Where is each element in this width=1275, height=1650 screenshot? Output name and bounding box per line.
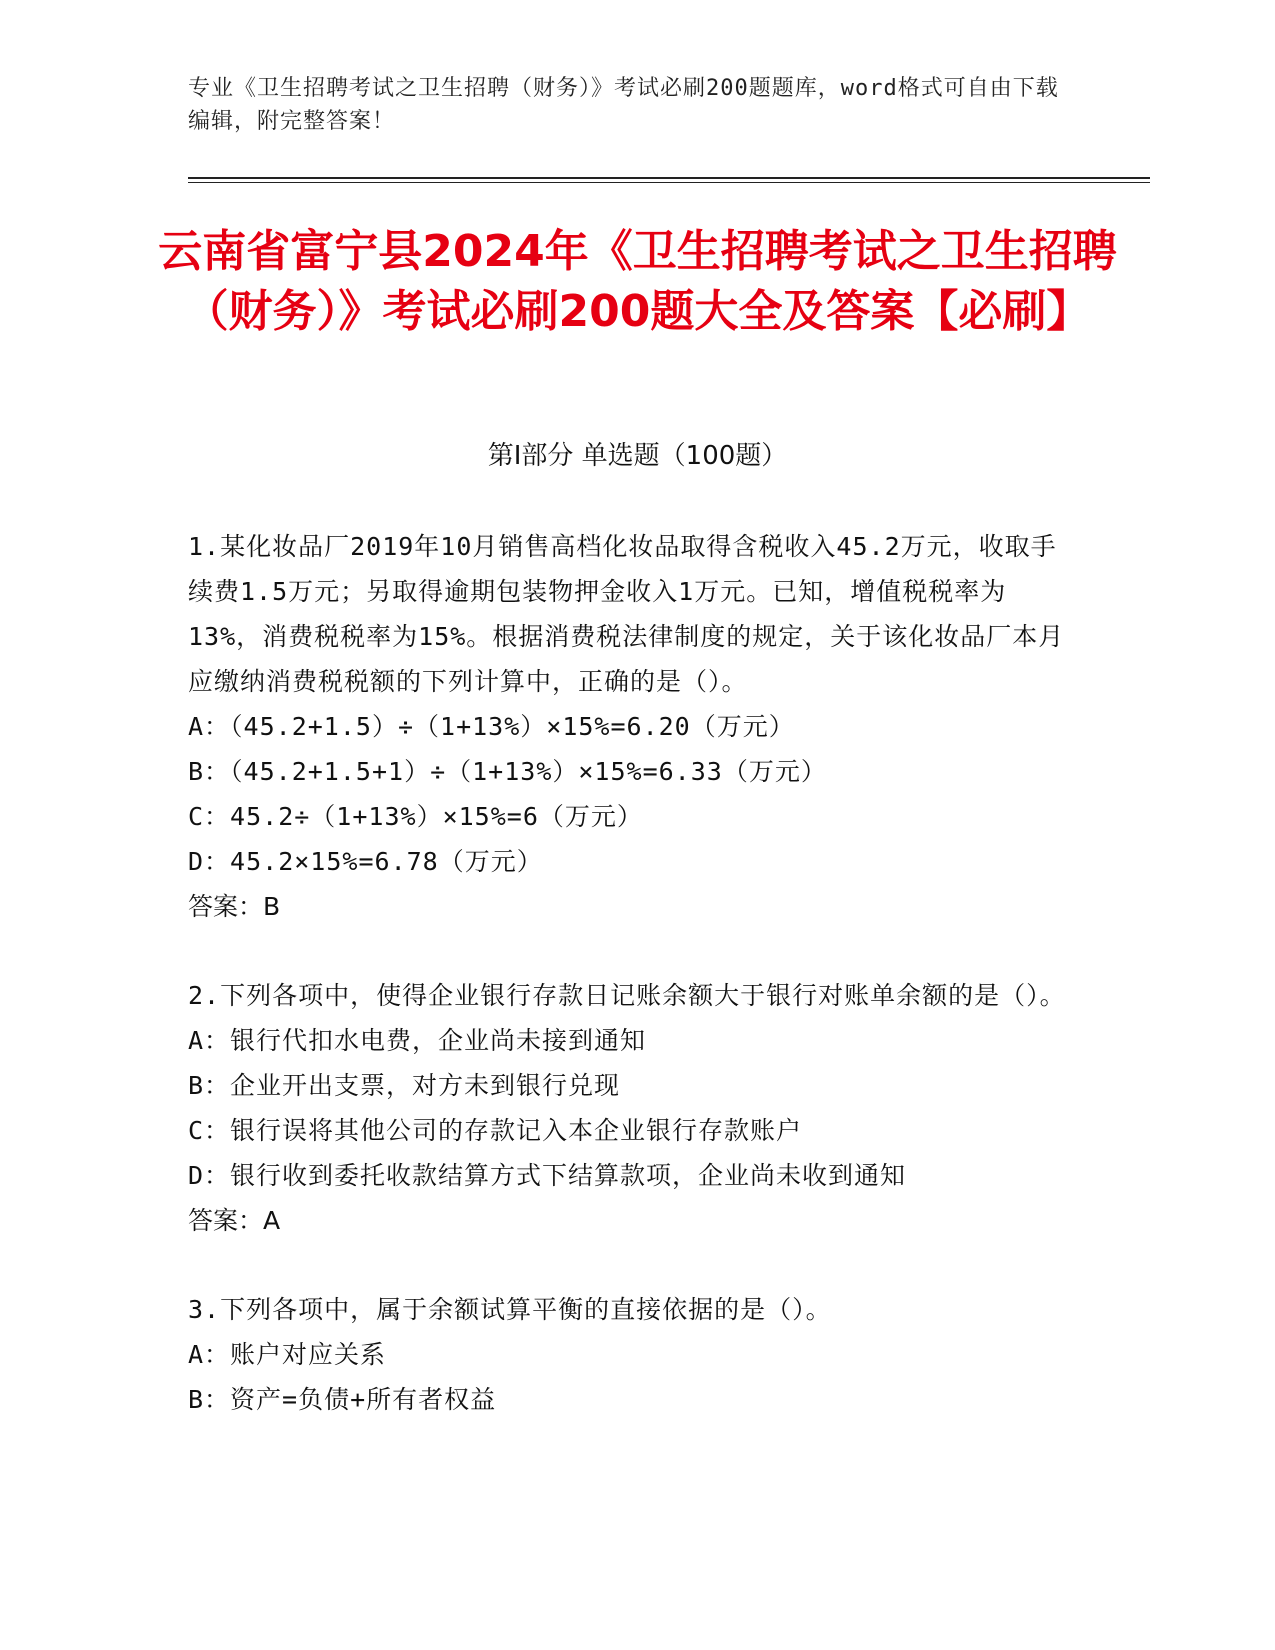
option-b: B：（45.2+1.5+1）÷（1+13%）×15%=6.33（万元） [188,757,827,786]
question-2 [188,973,1068,1243]
option-c: C：银行误将其他公司的存款记入本企业银行存款账户 [188,1116,803,1145]
question-1 [188,524,1068,929]
option-d: D：45.2×15%=6.78（万元） [188,847,543,876]
document-title: 云南省富宁县2024年《卫生招聘考试之卫生招聘（财务）》考试必刷200题大全及答案【必刷】 [158,226,1117,337]
option-a: A：银行代扣水电费，企业尚未接到通知 [188,1026,647,1055]
answer-label: 答案：A [188,1206,281,1235]
question-list [188,524,1068,1466]
question-3 [188,1287,1068,1422]
option-d: D：银行收到委托收款结算方式下结算款项，企业尚未收到通知 [188,1161,907,1190]
option-b: B：资产=负债+所有者权益 [188,1385,497,1414]
header-divider-thin [188,182,1150,183]
section-title: 第Ⅰ部分 单选题（100题） [487,441,788,471]
option-a: A：（45.2+1.5）÷（1+13%）×15%=6.20（万元） [188,712,795,741]
header-divider-thick [188,177,1150,179]
question-stem: 1.某化妆品厂2019年10月销售高档化妆品取得含税收入45.2万元，收取手续费1.5万元；另取得逾期包装物押金收入1万元。已知，增值税税率为13%，消费税税率为15%。根据消费税法律制度的规定，关于该化妆品厂本月应缴纳消费税税额的下列计算中，正确的是（）。 [188,532,1065,696]
question-stem: 2.下列各项中，使得企业银行存款日记账余额大于银行对账单余额的是（）。 [188,981,1066,1010]
option-c: C：45.2÷（1+13%）×15%=6（万元） [188,802,643,831]
option-a: A：账户对应关系 [188,1340,387,1369]
question-stem: 3.下列各项中，属于余额试算平衡的直接依据的是（）。 [188,1295,832,1324]
option-b: B：企业开出支票，对方未到银行兑现 [188,1071,621,1100]
answer-label: 答案：B [188,892,281,921]
header-note: 专业《卫生招聘考试之卫生招聘（财务）》考试必刷200题题库，word格式可自由下载编辑，附完整答案！ [188,76,1059,134]
